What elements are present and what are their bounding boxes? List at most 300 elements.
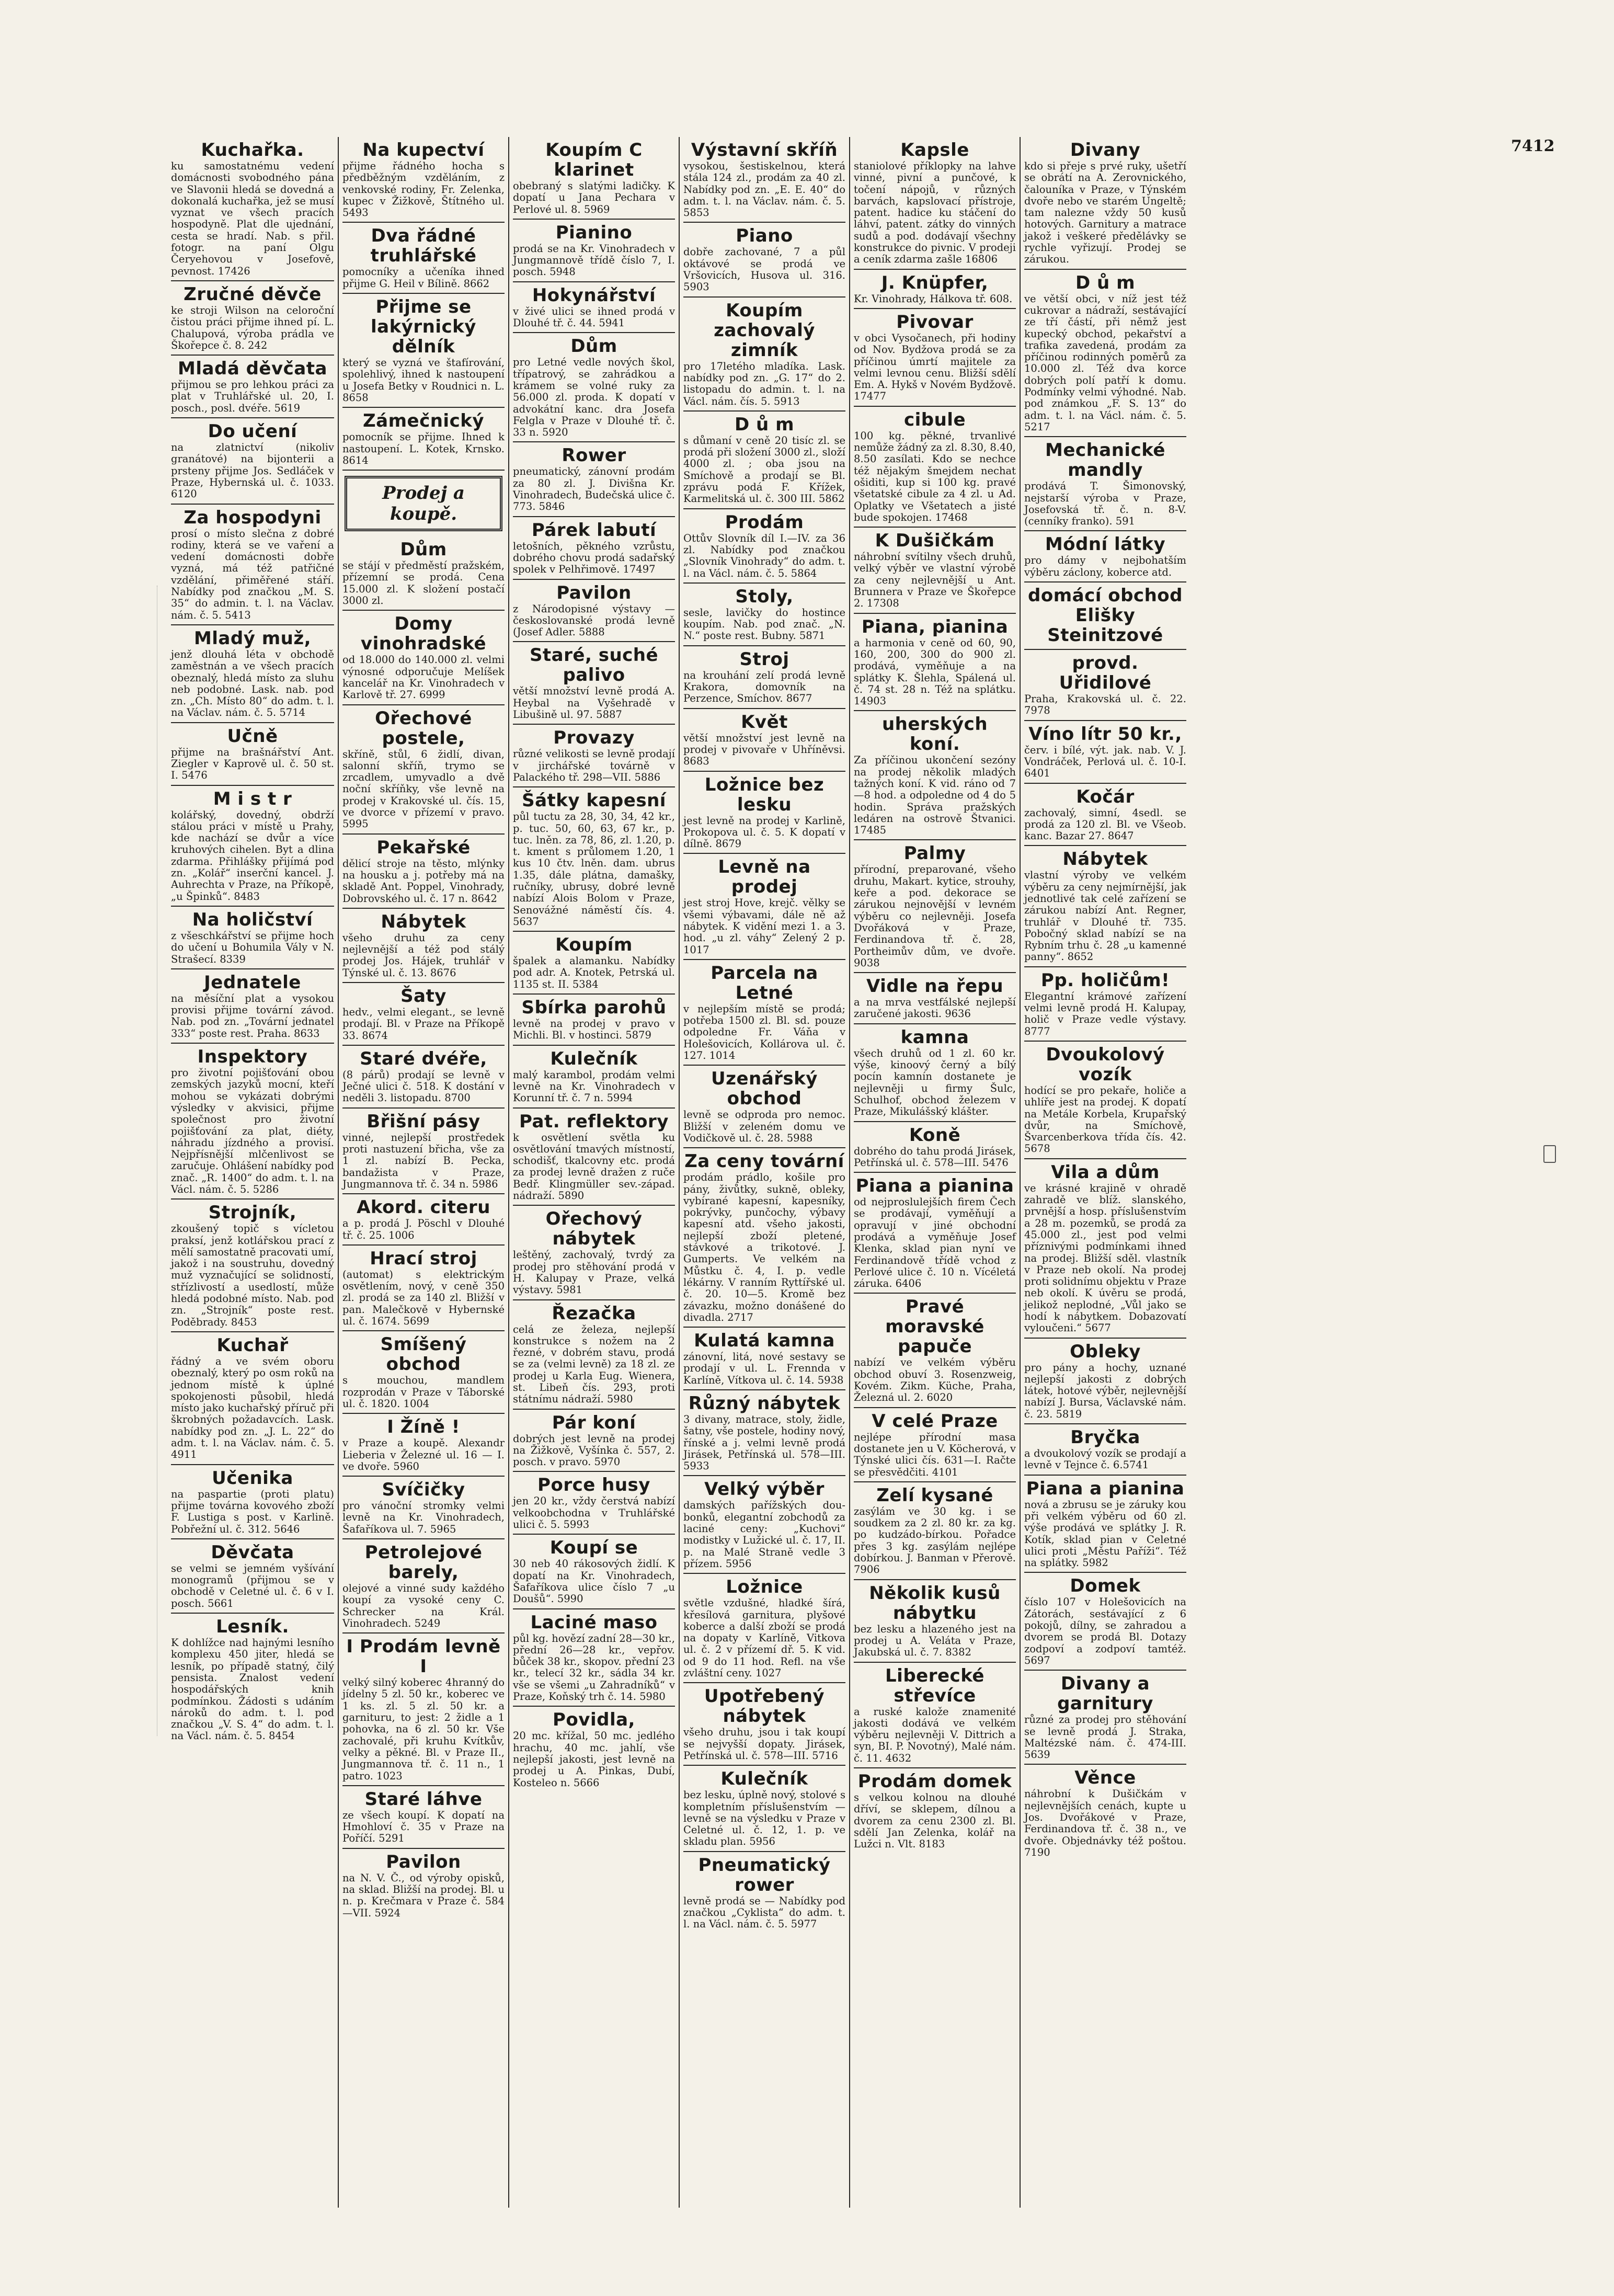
ad-body: půl kg. hovězí zadní 28—30 kr., přední 26—28 kr., vepřov. bůček 38 kr., skopov. přední 23 kr., telecí 32 kr., sádla 34 kr. vše se všemi „u Zahradníků“ v Praze, Koňský trh č. 14. 5980	[513, 1632, 675, 1703]
classified-ad	[854, 614, 1016, 712]
ad-heading: Břišní pásy	[367, 1111, 480, 1132]
ad-body: jenž dlouhá léta v obchodě zaměstnán a ve všech pracích obeznalý, hledá místo za sluhu neb podobné. Lask. nab. pod zn. „Ch. Místo 80“ do adm. t. l. na Václav. nám. č. 5. 5714	[171, 648, 334, 719]
ad-heading: Věnce	[1074, 1767, 1136, 1789]
classified-ad	[342, 1477, 505, 1539]
ad-body: nejlépe přírodní masa dostanete jen u V. Köcherová, v Týnské ulici čís. 631—I. Račte se přesvědčiti. 4101	[854, 1431, 1016, 1478]
classified-ad	[683, 412, 845, 509]
ad-heading: Řezačka	[552, 1303, 636, 1324]
ad-heading: Pavilon	[556, 582, 632, 603]
classified-ad	[1024, 1159, 1186, 1339]
ad-heading: Do učení	[208, 421, 297, 442]
ad-body: nabízí ve velkém výběru obchod obuví 3. Rosenzweig, Kovém. Zikm. Küche, Praha, Železná ul. 2. 6020	[854, 1356, 1016, 1404]
ad-heading: Ořechový nábytek	[545, 1208, 643, 1250]
classified-ad	[513, 1300, 675, 1410]
ad-heading: uherských koní.	[882, 714, 988, 755]
ad-heading: Kuchařka.	[201, 140, 304, 161]
ad-heading: Koně	[909, 1124, 961, 1146]
ad-body: pro dámy v nejbohatším výběru záclony, koberce atd.	[1024, 554, 1186, 578]
ad-body: zánovní, litá, nové sestavy se prodají v ul. L. Frennda v Karlíně, Vítkova ul. č. 14. 5938	[683, 1351, 845, 1386]
ad-body: s důmaní v ceně 20 tisíc zl. se prodá při složení 3000 zl., složí 4000 zl. ; oba jsou na Smíchově a prodají se Bl. zprávu podá F. Křížek, Karmelitská ul. č. 300 III. 5862	[683, 434, 845, 505]
classified-ad	[854, 270, 1016, 309]
ad-body: od 18.000 do 140.000 zl. velmi výnosné odporučuje Melíšek kancelář na Kr. Vinohradech v Karlově tř. 27. 6999	[342, 654, 505, 701]
classified-ad	[171, 1332, 334, 1465]
classified-ad	[171, 137, 334, 281]
ad-body: pro pány a hochy, uznané nejlepší jakosti z dobrých látek, hotové výběr, nejlevnější nabízí J. Bursa, Václavské nám. č. 23. 5819	[1024, 1361, 1186, 1420]
ad-heading: Divany	[1070, 140, 1141, 161]
ad-heading: Koupí se	[550, 1537, 638, 1559]
ad-body: a p. prodá J. Pöschl v Dlouhé tř. č. 25. 1006	[342, 1217, 505, 1241]
ad-body: v obci Vysočanech, při hodiny od Nov. Bydžova prodá se za příčinou úmrtí majitele za velmi levnou cenu. Bližší sdělí Em. A. Hykš v Novém Bydžově. 17477	[854, 332, 1016, 403]
ad-body: přijmou se pro lehkou práci za plat v Truhlářské ul. 20, I. posch., posl. dvéře. 5619	[171, 379, 334, 414]
ad-body: různé velikosti se levně prodají v jirchářské továrně v Palackého tř. 298—VII. 5886	[513, 748, 675, 783]
ad-heading: Módní látky	[1045, 534, 1166, 555]
ad-body: Elegantní krámové zařízení velmi levně prodá H. Kalupay, holič v Praze vedle výstavy. 8777	[1024, 990, 1186, 1037]
classified-ad	[342, 1109, 505, 1194]
ad-heading: Dům	[570, 336, 617, 357]
margin-stamp	[1543, 1145, 1556, 1163]
ad-heading: Vidle na řepu	[866, 976, 1004, 997]
ad-body: 20 mc. křížal, 50 mc. jedlého hrachu, 40 mc. jahlí, vše nejlepší jakosti, jest levně na prodej u A. Pinkas, Dubí, Kosteleo n. 5666	[513, 1730, 675, 1789]
ad-heading: Pp. holičům!	[1040, 969, 1170, 991]
ad-heading: Mladá děvčata	[178, 358, 327, 380]
ad-heading: Domek	[1070, 1575, 1141, 1597]
classified-ad	[683, 1148, 845, 1328]
classified-ad	[854, 1024, 1016, 1122]
ad-body: dobře zachované, 7 a půl oktávové se prodá ve Vršovicích, Husova ul. 316. 5903	[683, 246, 845, 293]
classified-ad	[342, 223, 505, 294]
classified-ad	[854, 973, 1016, 1024]
ad-heading: Bryčka	[1070, 1427, 1140, 1448]
ad-body: červ. i bílé, výt. jak. nab. V. J. Vondráček, Perlová ul. č. 10-I. 6401	[1024, 744, 1186, 780]
ad-body: pro Letné vedle nových škol, třípatrový, se zahrádkou a krámem se volné ruky za 56.000 zl. proda. K dopatí v advokátní kanc. dra Josefa Felgla v Praze v Dlouhé tř. č. 33 n. 5920	[513, 356, 675, 439]
ad-body: pro 17letého mladíka. Lask. nabídky pod zn. „G. 17“ do 2. listopadu do admin. t. l. na Václ. nám. čís. 5. 5913	[683, 360, 845, 407]
classified-ad	[854, 840, 1016, 973]
ad-heading: D ů m	[734, 414, 795, 435]
ad-body: levně se odproda pro nemoc. Bližší v zeleném domu ve Vodičkově ul. č. 28. 5988	[683, 1109, 845, 1144]
ad-body: všeho druhu za ceny nejlevnější a též pod stálý prodej Jos. Hájek, truhlář v Týnské ul. č. 13. 8676	[342, 931, 505, 979]
classified-ad	[1024, 1476, 1186, 1573]
ad-body: který se vyzná ve štafírování, spolehlivý, ihned k nastoupení u Josefa Betky v Roudnici n. L. 8658	[342, 357, 505, 404]
ad-body: a na mrva vestfálské nejlepší zaručené jakosti. 9636	[854, 996, 1016, 1020]
ad-heading: domácí obchod Elišky Steinitzové	[1028, 585, 1183, 646]
classified-ad	[1024, 784, 1186, 847]
ad-body: náhrobní svítilny všech druhů, velký výběr ve vlastní výrobě za ceny nejlevnější u Ant. Brunnera v Praze ve Škořepce 2. 17308	[854, 551, 1016, 610]
ad-body: v živé ulici se ihned prodá v Dlouhé tř. č. 44. 5941	[513, 305, 675, 329]
classified-ad	[513, 1535, 675, 1609]
ad-heading: Šátky kapesní	[522, 790, 666, 812]
classified-ad	[1024, 437, 1186, 531]
ad-heading: Koupím C klarinet	[545, 140, 643, 180]
classified-ad	[854, 1122, 1016, 1173]
ad-body: dělicí stroje na těsto, mlýnky na housku a j. potřeby má na skladě Ant. Poppel, Vinohrady, Dobrovského ul. č. 17 n. 8642	[342, 857, 505, 905]
ad-body: z všeschkářství se přijme hoch do učení u Bohumila Vály v N. Strašecí. 8339	[171, 929, 334, 965]
ad-heading: Pár koní	[552, 1412, 636, 1433]
ad-body: v Praze a koupě. Alexandr Lieberia v Železné ul. 16 — I. ve dvoře. 5960	[342, 1437, 505, 1472]
ad-body: s mouchou, mandlem rozprodán v Praze v Táborské ul. č. 1820. 1004	[342, 1374, 505, 1410]
ad-heading: Staré, suché palivo	[529, 645, 659, 686]
column-3	[508, 137, 679, 2208]
ad-body: bez lesku, úplně nový, stolové s kompletním příslušenstvím — levně se na výsledku v Praze v Celetné ul. č. 12, 1. p. ve skladu plan. 5956	[683, 1789, 845, 1848]
ad-body: na krouhání zelí prodá levně Krakora, domovník na Perzence, Smíchov. 8677	[683, 669, 845, 705]
classified-ad	[683, 646, 845, 709]
column-5	[849, 137, 1020, 2208]
ad-body: na paspartie (proti platu) přijme továrna kovového zboží F. Lustiga s post. v Karlině. Pobřežní ul. č. 312. 5646	[171, 1488, 334, 1535]
ad-heading: Vila a dům	[1051, 1161, 1160, 1183]
ad-body: pomocníky a učeníka ihned přijme G. Heil v Bílině. 8662	[342, 266, 505, 290]
ad-heading: Kapsle	[900, 140, 969, 161]
ad-body: dobrých jest levně na prodej na Žižkově, Vyšínka č. 557, 2. posch. v pravo. 5970	[513, 1432, 675, 1468]
classified-ad	[1024, 721, 1186, 784]
ad-body: různé za prodej pro stěhování se levně prodá J. Straka, Maltézské nám. č. 474-III. 5639	[1024, 1714, 1186, 1761]
ad-body: damských pařížských dou-bonků, elegantní zobchodů za laciné ceny: „Kuchovi“ modistky v Lužické ul. č. 17, II. p. na Malé Straně vedle 3 přízem. 5956	[683, 1499, 845, 1570]
ad-body: kolářský, dovedný, obdrží stálou práci v místě u Prahy, kde nachází se dvůr a více kruhových cihelen. Byt a dlina zdarma. Přihlášky přijímá pod zn. „Kolář“ inserční kancel. J. Auhrechta v Praze, na Příkopě, „u Špinků“. 8483	[171, 808, 334, 903]
ad-body: číslo 107 v Holešovicích na Zátorách, sestávající z 6 pokojů, dílny, se zahradou a dvorem se prodá Bl. Dotazy zodpoví a zodpoví tamtéž. 5697	[1024, 1596, 1186, 1666]
ad-heading: Kočár	[1076, 786, 1135, 807]
ad-heading: Pekařské	[376, 837, 471, 858]
ad-heading: Nábytek	[381, 911, 466, 932]
ad-heading: Učenika	[212, 1467, 293, 1489]
ad-heading: Různý nábytek	[688, 1393, 841, 1414]
ad-body: větší množství levně prodá A. Heybal na Vyšehradě v Libušině ul. 97. 5887	[513, 685, 675, 721]
classified-ad	[1024, 270, 1186, 438]
ad-heading: Obleky	[1070, 1341, 1141, 1362]
ad-heading: Na holičství	[192, 909, 313, 930]
classified-ad	[342, 1414, 505, 1477]
classified-ad	[854, 137, 1016, 270]
classified-ad	[342, 835, 505, 909]
classified-ad	[513, 442, 675, 517]
classified-ad	[854, 1482, 1016, 1580]
ad-body: vlastní výroby ve velkém výběru za ceny nejmírnější, jak jednotlivé tak celé zařízení se zárukou nabízí Ant. Regner, truhlář v Dlouhé tř. 735. Pobočný sklad nabízí se na Rybním trhu č. 28 „u kamenné panny“. 8652	[1024, 869, 1186, 963]
ad-body: levně prodá se — Nabídky pod značkou „Cyklista“ do adm. t. l. na Václ. nám. č. 5. 5977	[683, 1894, 845, 1931]
ad-body: prodá se na Kr. Vinohradech v Jungmannově třídě číslo 7, I. posch. 5948	[513, 242, 675, 278]
classified-ad	[342, 1634, 505, 1786]
classified-ad	[342, 611, 505, 705]
ad-heading: Stroj	[739, 648, 789, 670]
ad-heading: Piana a pianina	[855, 1175, 1014, 1197]
ad-heading: Dvoukolový vozík	[1046, 1044, 1165, 1085]
ad-body: z Národopisné výstavy — českoslovanské prodá levně (Josef Adler. 5888	[513, 602, 675, 638]
classified-ad	[171, 625, 334, 723]
ad-body: (automat) s elektrickým osvětlením, nový, v ceně 350 zl. prodá se za 140 zl. Bližší v pan. Malečkově v Hybernské ul. č. 1674. 5699	[342, 1268, 505, 1328]
ad-body: se velmi se jemném vyšívání monogramů (přijmou se v obchodě v Celetné ul. č. 6 v I. posch. 5661	[171, 1562, 334, 1609]
ad-body: půl tuctu za 28, 30, 34, 42 kr., p. tuc. 50, 60, 63, 67 kr., p. tuc. lněn. za 78, 86, zl. 1.20, p. t. kment s průlomem 1.20, 1 kus 10 čtv. lněn. dam. ubrus 1.35, dále plátna, damašky, ručníky, ubrusy, dobré levně nabízí Alois Bolom v Praze, Senovážné náměstí čís. 4. 5637	[513, 810, 675, 928]
page-number: 7412	[1511, 137, 1555, 155]
ad-body: Za příčinou ukončení sezóny na prodej několik mladých tažných koní. K vid. ráno od 7—8 hod. a odpoledne od 4 do 5 hodin. Správa pražských ledáren na ostrově Štvanici. 17485	[854, 754, 1016, 837]
ad-body: ve krásné krajině v ohradě zahradě ve blíž. slanského, prvnější a hosp. příslušenstvím a 28 m. pozemků, se prodá za 45.000 zl., jest pod velmi příznivými podmínkami ihned na prodej. Bližší sděl. vlastník v Praze neb okolí. Na prodej proti solidnímu objektu v Praze neb okolí. K úvěru se prodá, jelikož neplodné, „Vůl jako se hodí k nábytkem. Dobazovatí vyloučeni.“ 5677	[1024, 1182, 1186, 1334]
ad-heading: I Prodám levně I	[346, 1636, 501, 1677]
ad-body: Praha, Krakovská ul. č. 22. 7978	[1024, 693, 1186, 717]
ad-heading: Jednatele	[204, 972, 301, 993]
ad-heading: Za ceny tovární	[684, 1151, 844, 1172]
classified-ad	[683, 584, 845, 646]
classified-ad	[342, 536, 505, 611]
ad-heading: D ů m	[1075, 272, 1136, 293]
classified-ad	[683, 509, 845, 584]
ad-body: přijme řádného hocha s předběžným vzděláním, z venkovské rodiny, Fr. Zelenka, kupec v Žižkově, Štítného ul. 5493	[342, 160, 505, 219]
ad-heading: Koupím	[555, 934, 633, 956]
ad-heading: Děvčata	[211, 1541, 294, 1563]
ad-body: jest levně na prodej v Karlině, Prokopova ul. č. 5. K dopatí v dílně. 8679	[683, 814, 845, 850]
ad-heading: Ložnice	[726, 1577, 803, 1598]
ad-heading: J. Knüpfer,	[881, 272, 989, 293]
classified-ad	[1024, 846, 1186, 967]
ad-body: K dohlížce nad hajnými lesního komplexu 450 jiter, hledá se lesník, po případě statný, čilý pensista. Znalost vedení hospodářských knih podmínkou. Žádosti s udáním nároků do adm. t. l. pod značkou „V. S. 4“ do adm. t. l. na Václ. nám. č. 5. 8454	[171, 1637, 334, 1742]
ad-body: ku samostatnému vedení domácnosti svobodného pána ve Slavonii hledá se dovedná a dokonalá kuchařka, jež se musí vyznat ve všech pracích hospodyně. Plat dle ujednání, cesta se hradí. Nab. s přil. fotogr. na paní Olgu Čeryehovou v Josefově, pevnost. 17426	[171, 160, 334, 277]
ad-heading: Koupím zachovalý zimník	[714, 300, 815, 361]
classified-ad	[513, 1707, 675, 1791]
ad-body: hodící se pro pekaře, holiče a uhlíře jest na prodej. K dopatí na Metále Korbela, Krupařský dvůr, na Smíchově, Švarcenberkova třída čís. 42. 5678	[1024, 1084, 1186, 1155]
classified-ad	[171, 1614, 334, 1745]
ad-heading: Víno lítr 50 kr.,	[1028, 723, 1182, 745]
ad-heading: Piano	[736, 225, 793, 247]
classified-ad	[342, 983, 505, 1046]
classified-ad	[513, 1206, 675, 1300]
classified-ad	[1024, 650, 1186, 721]
classified-ad	[683, 1852, 845, 1934]
ad-heading: Ložnice bez lesku	[704, 774, 825, 815]
classified-ad	[683, 1066, 845, 1148]
ad-heading: Za hospodyni	[184, 507, 322, 528]
ad-body: 100 kg. pěkné, trvanlivé nemůže žádný za zl. 8.30, 8.40, 8.50 zasílati. Kdo se nechce též nějakým šmejdem nechat ošiditi, kup si 100 kg. pravé všetatské cibule za 4 zl. u Ad. Oplatky ve Všetatech a jisté bude spokojen. 17468	[854, 429, 1016, 523]
ad-heading: Uzenářský obchod	[711, 1068, 818, 1110]
ad-heading: Parcela na Letné	[711, 962, 818, 1003]
ad-heading: Zámečnický	[362, 410, 485, 432]
section-banner	[345, 476, 502, 531]
ad-body: ke stroji Wilson na celoroční čistou práci přijme ihned pí. L. Chalupová, výroba prádla ve Škořepce č. 8. 242	[171, 304, 334, 351]
classified-ad	[342, 1046, 505, 1109]
classified-ad	[342, 408, 505, 471]
classified-ad	[513, 517, 675, 580]
ad-heading: Svíčičky	[382, 1479, 465, 1501]
classified-ad	[683, 1683, 845, 1766]
ad-body: větší množství jest levně na prodej v pivovaře v Uhříněvsi. 8683	[683, 732, 845, 768]
ad-heading: Hrací stroj	[370, 1248, 477, 1269]
classified-ad	[683, 137, 845, 223]
ad-heading: Velký výběr	[704, 1479, 825, 1500]
ad-body: obebraný s slatými ladičky. K dopatí u Jana Pechara v Perlové ul. 8. 5969	[513, 180, 675, 215]
ad-heading: Upotřebený nábytek	[704, 1686, 825, 1727]
ad-body: pomocník se přijme. Ihned k nastoupení. L. Kotek, Krnsko. 8614	[342, 431, 505, 466]
classified-ad	[854, 1663, 1016, 1768]
classified-ad	[513, 220, 675, 282]
ad-body: všeho druhu, jsou i tak koupí se nejvyšší dopaty. Jirásek, Petřínská ul. č. 578—III. 5716	[683, 1726, 845, 1762]
classified-ad	[171, 505, 334, 625]
ad-body: ze všech koupí. K dopatí na Hmohloví č. 35 v Praze na Poříčí. 5291	[342, 1809, 505, 1845]
ad-heading: Kulatá kamna	[694, 1330, 835, 1352]
ad-heading: Ořechové postele,	[375, 707, 472, 749]
ad-heading: Domy vinohradské	[360, 613, 487, 655]
ad-body: velký silný koberec 4hranný do jídelny 5 zl. 50 kr., koberec ve 1 ks. zl. 5 zl. 50 kr. a garnituru, to jest: 2 židle a 1 pohovka, na 6 zl. 50 kr. Vše zachovalé, při kruhu Kvítkův, velky a pěkné. Bl. v Praze II., Jungmannova tř. č. 11 n., 1 patro. 1023	[342, 1676, 505, 1782]
ad-heading: Prodám domek	[857, 1771, 1012, 1792]
classified-ad	[683, 1328, 845, 1390]
ad-heading: Inspektory	[197, 1046, 308, 1068]
ad-body: náhrobní k Dušičkám v nejlevnějších cenách, kupte u Jos. Dvořákové v Praze, Ferdinandova tř. č. 38 n., ve dvoře. Objednávky též poštou. 7190	[1024, 1788, 1186, 1858]
ad-body: a harmonia v ceně od 60, 90, 160, 200, 300 do 900 zl. prodává, vyměňuje a na splátky K. Šlehla, Spálená ul. č. 74 st. 28 n. Též na splátku. 14903	[854, 636, 1016, 707]
ad-heading: kamna	[900, 1026, 969, 1048]
classified-ad	[854, 1294, 1016, 1408]
ad-heading: Na kupectví	[362, 140, 485, 161]
ad-heading: Šaty	[400, 985, 447, 1007]
ad-heading: Divany a garnitury	[1057, 1673, 1153, 1715]
ad-body: olejové a vinné sudy každého koupí za vysoké ceny C. Schrecker na Král. Vinohradech. 5249	[342, 1582, 505, 1629]
classified-ad	[683, 709, 845, 772]
classified-ad	[513, 1046, 675, 1109]
classified-ad	[513, 725, 675, 787]
ad-body: a dvoukolový vozík se prodají a levně v Tejnce č. 6.5741	[1024, 1447, 1186, 1471]
ad-heading: Mladý muž,	[193, 627, 312, 649]
ad-heading: Povidla,	[553, 1709, 635, 1731]
ad-heading: Pivovar	[896, 311, 974, 333]
classified-ad	[342, 1246, 505, 1331]
ad-heading: Párek labutí	[531, 519, 657, 541]
classified-ad	[683, 960, 845, 1066]
classified-ad	[854, 1768, 1016, 1853]
classified-ad	[683, 1574, 845, 1683]
classified-ad	[342, 294, 505, 408]
ad-body: kdo si přeje s prvé ruky, ušetří se obrátí na A. Zerovnického, čalouníka v Praze, v Týnském dvoře nebo ve starém Ungeltě; tam nalezne vždy 50 kusů hotových. Garnitury a matrace jakož i veškeré předělávky se rychle vyřizují. Prodej se zárukou.	[1024, 160, 1186, 266]
ad-body: hedv., velmi elegant., se levně prodají. Bl. v Praze na Příkopě 33. 8674	[342, 1006, 505, 1042]
column-4	[679, 137, 849, 2208]
ad-heading: Smíšený obchod	[380, 1334, 467, 1375]
classified-ad	[171, 281, 334, 356]
ad-body: nová a zbrusu se je záruky kou při velkém výběru od 60 zl. výše prodává ve splátky J. R. Kotík, sklad pian v Celetné ulici proti „Městu Paříži“. Též na splátky. 5982	[1024, 1498, 1186, 1569]
ad-body: v nejlepším místě se prodá; potřeba 1500 zl. Bl. sd. pouze odpoledne Fr. Váňa v Holešovicích, Kollárova ul. č. 127. 1014	[683, 1002, 845, 1062]
ad-heading: Rower	[562, 445, 626, 466]
classified-ad	[342, 1194, 505, 1246]
ad-heading: Pavilon	[386, 1851, 461, 1872]
ad-heading: Pravé moravské papuče	[885, 1296, 985, 1357]
ad-body: (8 párů) prodají se levně v Ječné ulici č. 518. K dostání v neděli 3. listopadu. 8700	[342, 1068, 505, 1104]
ad-heading: Laciné maso	[530, 1612, 658, 1633]
ad-body: světle vzdušné, hladké šírá, křesílová garnitura, plyšové koberce a další zboží se prodá na dopaty v Karlíně, Vitkova ul. č. 2 v přízemí dř. 5. K vid. od 9 do 11 hod. Refl. na vše zvláštní ceny. 1027	[683, 1597, 845, 1680]
ad-body: staniolové příklopky na lahve vinné, pivní a punčové, k točení nápojů, v různých barvách, kapslovací přístroje, patent. hadice ku stáčení do láhví, patent. zátky do vinných sudů a pod. dodávají všechny konstrukce do pivnic. V prodeji a ceník zdarma zašle 16806	[854, 160, 1016, 266]
ad-body: se stájí v předměstí pražském, přízemní se prodá. Cena 15.000 zl. K složení postačí 3000 zl.	[342, 559, 505, 607]
ad-body: na N. V. Č., od výroby opisků, na sklad. Bližší na prodej. Bl. u n. p. Krečmara v Praze č. 584—VII. 5924	[342, 1871, 505, 1919]
ad-body: skříně, stůl, 6 židlí, divan, salonní skříň, trymo se zrcadlem, umyvadlo a dvě noční skříňky, vše levně na prodej v Krakovské ul. čís. 15, ve dvorce v přízemí v pravo. 5995	[342, 748, 505, 830]
ad-body: vinné, nejlepší prostředek proti nastuzení břicha, vše za 1 zl. nabízí B. Pecka, bandažista v Praze, Jungmannova tř. č. 34 n. 5986	[342, 1131, 505, 1190]
ad-heading: Přijme se lakýrnický dělník	[371, 296, 476, 358]
ad-heading: I Žíně !	[387, 1417, 460, 1438]
classified-ad	[513, 137, 675, 220]
ad-heading: Hokynářství	[532, 284, 656, 306]
classified-ad	[1024, 967, 1186, 1042]
classified-ad	[513, 932, 675, 995]
ad-body: levně na prodej v pravo v Michli. Bl. v hostinci. 5879	[513, 1018, 675, 1042]
classified-ad	[1024, 1042, 1186, 1159]
classified-ad	[342, 705, 505, 835]
ad-heading: Zručné děvče	[184, 283, 322, 305]
ad-heading: Květ	[741, 711, 788, 733]
ad-heading: Kulečník	[550, 1048, 638, 1069]
ad-heading: M i s t r	[213, 788, 292, 809]
ad-body: sesle, lavičky do hostince koupím. Nab. pod znač. „N. N.“ poste rest. Bubny. 5871	[683, 606, 845, 642]
ad-body: od nejproslulejších firem Čech se prodávají, vyměňují a opravují v jiné obchodní prodává a vyměňuje Josef Klenka, sklad pian nyní ve Ferdinandově třídě vchod z Perlové ulice č. 10 n. Vícéletá záruka. 6406	[854, 1196, 1016, 1290]
ad-body: prosí o místo slečna z dobré rodiny, která se ve vaření a vedení domácnosti dobře vyzná, má též patřičné vzdělání, přiměřené stáří. Nabídky pod značkou „M. S. 35“ do admin. t. l. na Václav. nám. č. 5. 5413	[171, 527, 334, 621]
classified-ad	[513, 787, 675, 932]
classified-ad	[1024, 531, 1186, 582]
classified-ad	[1024, 1339, 1186, 1424]
classified-ad	[854, 1408, 1016, 1482]
ad-body: jest stroj Hove, krejč. vělky se všemi výbavami, dále ně až nábytek. K vidění mezi 1. a 3. hod. „u zl. váhy“ Zelený 2 p. 1017	[683, 897, 845, 956]
classified-ad	[513, 1410, 675, 1472]
ad-heading: Nábytek	[1062, 849, 1148, 870]
classified-ad	[854, 407, 1016, 528]
ad-body: bez lesku a hlazeného jest na prodej u A. Veláta v Praze, Jakubská ul. č. 7. 8382	[854, 1623, 1016, 1659]
classified-ad	[342, 1849, 505, 1922]
ad-heading: Staré dvéře,	[360, 1048, 487, 1069]
classified-ad	[342, 909, 505, 983]
ad-body: přírodní, preparované, všeho druhu, Makart. kytice, strouhy, keře a pod. dekorace se zárukou nejnovější v levném výběru co nejlevněji. Josefa Dvořáková v Praze, Ferdinandova tř. č. 28, Portheimův dům, ve dvoře. 9038	[854, 863, 1016, 969]
ad-heading: Mechanické mandly	[1045, 440, 1165, 481]
classified-ad	[854, 711, 1016, 840]
ad-heading: Porce husy	[537, 1475, 650, 1496]
ad-heading: Levně na prodej	[718, 856, 811, 898]
ad-heading: Výstavní skříň	[691, 140, 838, 161]
ad-heading: Piana, pianina	[861, 616, 1009, 637]
ad-body: pneumatický, zánovní prodám za 80 zl. J. Divišna Kr. Vinohradech, Budečská ulice č. 773. 5846	[513, 465, 675, 513]
ad-heading: Kuchař	[216, 1334, 289, 1356]
classified-ad	[513, 1472, 675, 1535]
ad-heading: Zelí kysané	[876, 1484, 993, 1506]
classified-ad	[1024, 582, 1186, 650]
ad-body: zachovalý, simní, 4sedl. se prodá za 120 zl. Bl. ve Všeob. kanc. Bazar 27. 8647	[1024, 806, 1186, 842]
classified-ad	[854, 528, 1016, 613]
ad-heading: Pianino	[555, 222, 633, 243]
classified-ad	[171, 356, 334, 418]
classified-ad	[513, 995, 675, 1046]
ad-body: přijme na brašnářství Ant. Ziegler v Kaprově ul. č. 50 st. I. 5476	[171, 746, 334, 782]
ad-heading: Pat. reflektory	[519, 1111, 669, 1132]
ad-heading: cibule	[903, 409, 966, 430]
classified-ad	[513, 580, 675, 643]
classified-ad	[1024, 1765, 1186, 1861]
classified-ad	[683, 1476, 845, 1574]
section-banner-label: Prodej a koupě.	[345, 476, 502, 531]
ad-heading: V celé Praze	[872, 1410, 998, 1432]
classified-ad	[854, 1173, 1016, 1294]
ad-body: Ottův Slovník díl I.—IV. za 36 zl. Nabídky pod značkou „Slovník Vinohrady“ do adm. t. l. na Václ. nám. č. 5. 5864	[683, 532, 845, 579]
classified-ad	[1024, 137, 1186, 270]
classified-ad	[342, 1786, 505, 1849]
ad-heading: Dům	[400, 539, 447, 561]
classified-ad	[683, 223, 845, 297]
ad-body: prodám prádlo, košile pro pány, živůtky, sukně, obleky, vybírané kapesní, kapesníky, pokrývky, punčochy, výbavy kapesní atd. všeho jakosti, nejlepší zboží pletené, stávkové a trikotové. J. Gumperts. Ve velkém na Můstku č. 4, I. p. vedle lékárny. V ranním Ryttířské ul. č. 20. 10—5. Kromě bez závazku, možno donášené do divadla. 2717	[683, 1171, 845, 1323]
ad-heading: Lesník.	[216, 1616, 289, 1638]
classified-ad	[171, 786, 334, 907]
classified-ad	[513, 333, 675, 442]
classified-ad	[513, 642, 675, 725]
ad-heading: Liberecké střevíce	[885, 1665, 985, 1706]
ad-body: zkoušený topič s vícletou praksí, jenž kotlářskou prací z mělí samostatně pracovati umí, jakož i na soustruhu, dovedný muž vyznačující se solidností, střízlivostí a usedlostí, může hledá podobné místo. Nab. pod zn. „Strojník“ poste rest. Poděbrady. 8453	[171, 1223, 334, 1328]
classified-ad	[171, 418, 334, 504]
column-1	[167, 137, 338, 2208]
classified-ad	[683, 1766, 845, 1852]
ad-body: vysokou, šestiskelnou, která stála 124 zl., prodám za 40 zl. Nabídky pod zn. „E. E. 40“ do adm. t. l. na Václav. nám. č. 5. 5853	[683, 160, 845, 219]
classified-ad	[171, 1200, 334, 1332]
ad-body: zasýlám ve 30 kg. i se soudkem za 2 zl. 80 kr. za kg. po kudzádo-bírkou. Pořadce přes 3 kg. zasýlám nejlépe dobírkou. J. Banman v Přerově. 7906	[854, 1505, 1016, 1576]
classified-ad	[171, 723, 334, 786]
classified-ad	[171, 1044, 334, 1200]
ad-heading: Palmy	[903, 843, 966, 864]
classified-ad	[683, 772, 845, 854]
classified-ad	[171, 1539, 334, 1614]
ad-body: 30 neb 40 rákosových židlí. K dopatí na Kr. Vinohradech, Šafaříkova ulice číslo 7 „u Doušů“. 5990	[513, 1558, 675, 1605]
classified-ad	[513, 1609, 675, 1707]
ad-heading: Prodám	[725, 511, 804, 533]
ad-heading: Učně	[227, 725, 278, 747]
classified-ad	[854, 1580, 1016, 1663]
